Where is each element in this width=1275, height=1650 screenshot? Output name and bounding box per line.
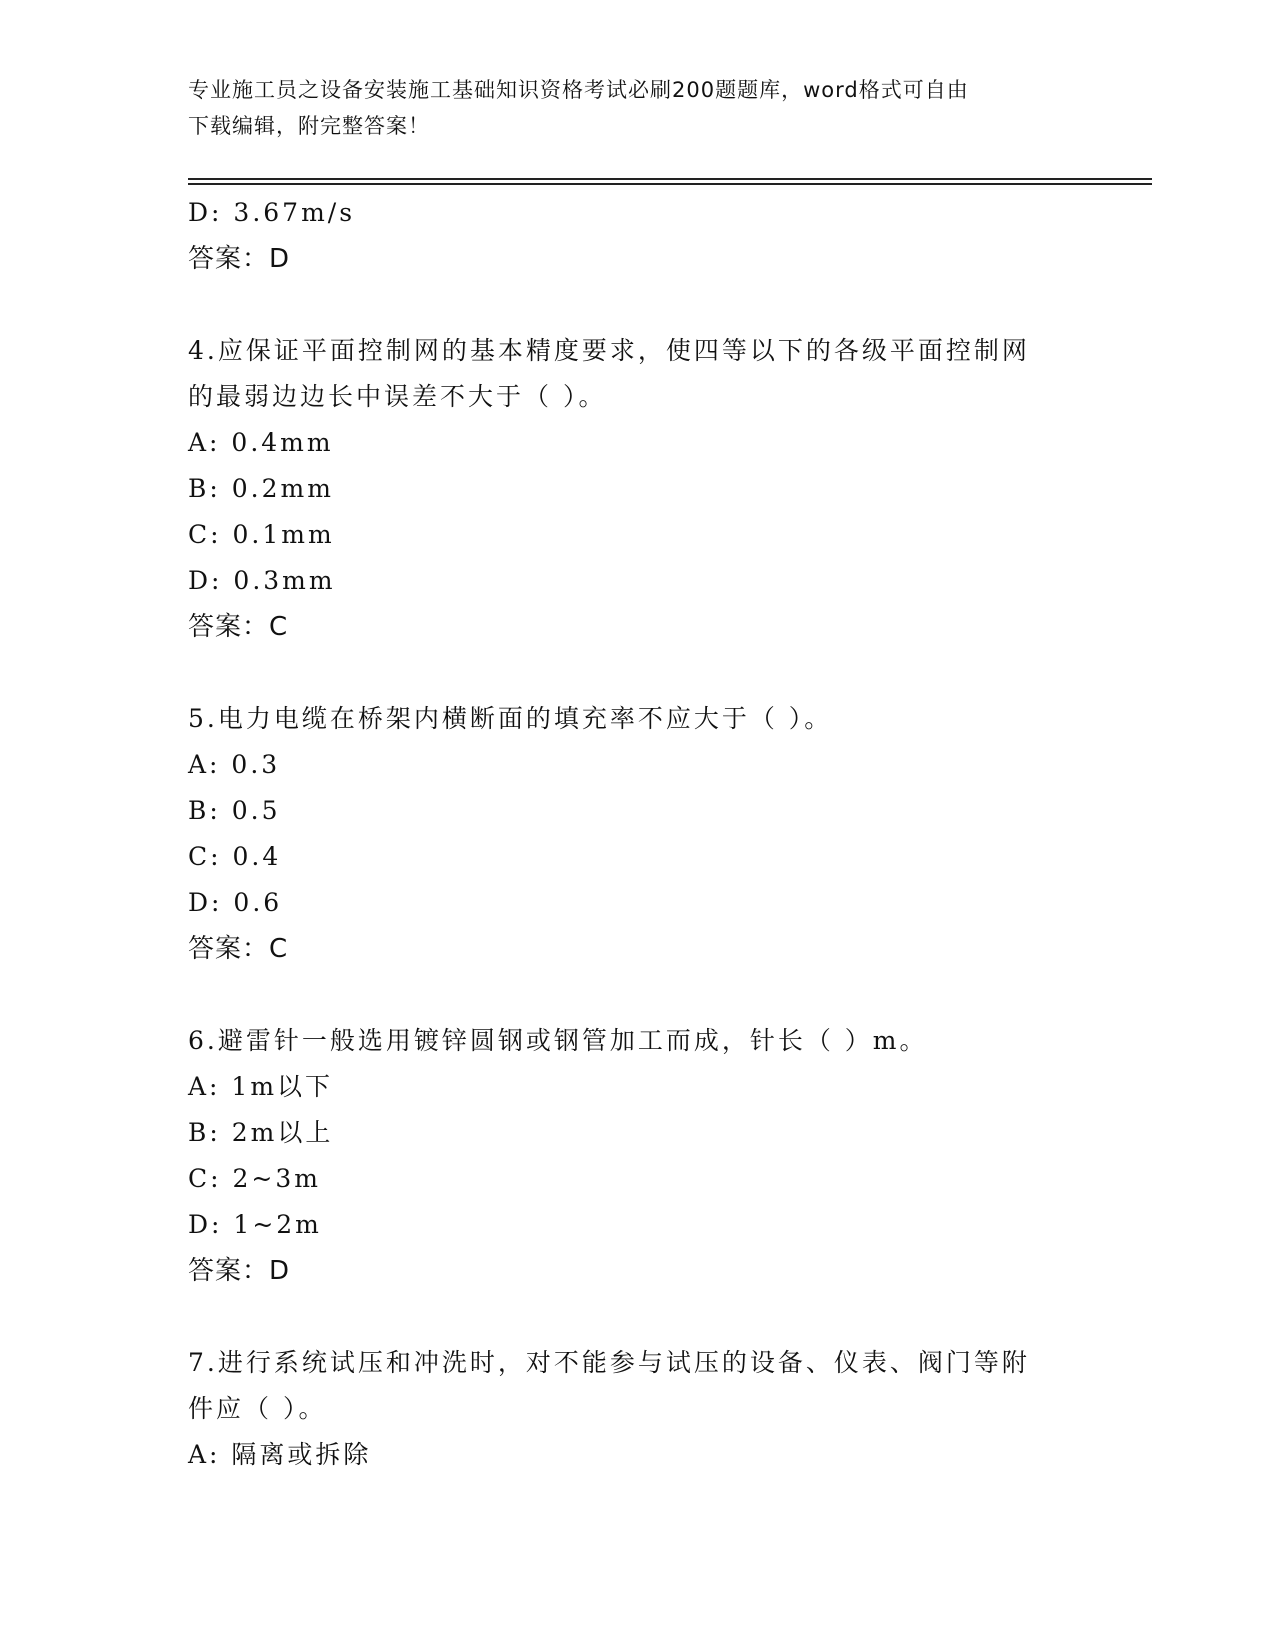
answer-line: 答案：D	[188, 244, 291, 274]
option-d: D: 0.3mm	[188, 566, 336, 595]
option-b: B: 0.5	[188, 796, 281, 825]
question-spacer	[188, 1294, 1088, 1340]
option-a: A: 0.4mm	[188, 428, 334, 457]
option-d: D: 0.6	[188, 888, 283, 917]
question-spacer	[188, 650, 1088, 696]
answer-line: 答案：C	[188, 934, 289, 964]
answer-line: 答案：D	[188, 1256, 291, 1286]
question-stem: 5.电力电缆在桥架内横断面的填充率不应大于（ ）。	[188, 704, 833, 733]
document-header	[188, 72, 1078, 144]
option-c: C: 0.4	[188, 842, 282, 871]
question-stem: 7.进行系统试压和冲洗时，对不能参与试压的设备、仪表、阀门等附	[188, 1348, 1030, 1377]
question-stem-continued: 的最弱边边长中误差不大于（ ）。	[188, 382, 607, 411]
question-stem: 4.应保证平面控制网的基本精度要求，使四等以下的各级平面控制网	[188, 336, 1030, 365]
question-stem: 6.避雷针一般选用镀锌圆钢或钢管加工而成，针长（ ）m。	[188, 1026, 928, 1055]
option-d: D: 1~2m	[188, 1210, 322, 1239]
option-b: B: 0.2mm	[188, 474, 334, 503]
question-item-4	[188, 328, 1088, 650]
header-divider-top	[188, 178, 1152, 180]
question-item-7	[188, 1340, 1088, 1478]
header-line-1: 专业施工员之设备安装施工基础知识资格考试必刷200题题库，word格式可自由	[188, 78, 969, 102]
option-a: A: 0.3	[188, 750, 281, 779]
question-item-5	[188, 696, 1088, 972]
header-divider-bottom	[188, 183, 1152, 185]
option-a: A: 隔离或拆除	[188, 1440, 372, 1469]
question-spacer	[188, 972, 1088, 1018]
question-item-6	[188, 1018, 1088, 1294]
option-a: A: 1m以下	[188, 1072, 334, 1101]
header-line-2: 下载编辑，附完整答案！	[188, 114, 430, 138]
option-c: C: 2~3m	[188, 1164, 321, 1193]
question-stem-continued: 件应（ ）。	[188, 1394, 327, 1423]
option-d: D: 3.67m/s	[188, 198, 356, 227]
answer-line: 答案：C	[188, 612, 289, 642]
question-list	[188, 190, 1088, 1478]
question-spacer	[188, 282, 1088, 328]
option-c: C: 0.1mm	[188, 520, 335, 549]
option-b: B: 2m以上	[188, 1118, 334, 1147]
